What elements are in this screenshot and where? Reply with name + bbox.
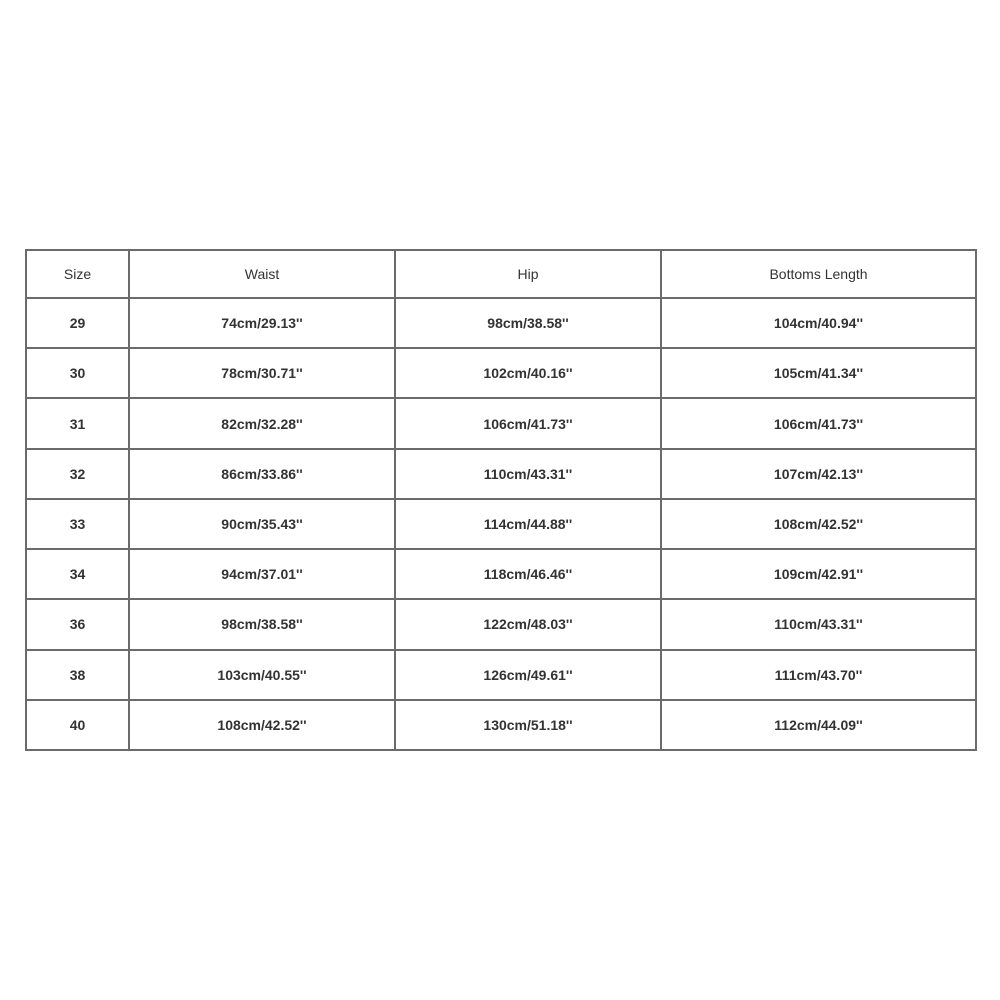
table-row: [26, 499, 976, 549]
cell-bottoms-length: 109cm/42.91'': [661, 549, 976, 599]
cell-waist: 108cm/42.52'': [129, 700, 395, 750]
table-row: [26, 599, 976, 649]
cell-hip: 114cm/44.88'': [395, 499, 661, 549]
cell-hip: 126cm/49.61'': [395, 650, 661, 700]
cell-bottoms-length: 111cm/43.70'': [661, 650, 976, 700]
cell-size: 30: [26, 348, 129, 398]
cell-size: 33: [26, 499, 129, 549]
size-chart-table: [25, 249, 977, 751]
header-size: Size: [26, 250, 129, 298]
header-row: [26, 250, 976, 298]
cell-waist: 82cm/32.28'': [129, 398, 395, 448]
table-row: [26, 549, 976, 599]
header-waist: Waist: [129, 250, 395, 298]
cell-waist: 74cm/29.13'': [129, 298, 395, 348]
cell-waist: 90cm/35.43'': [129, 499, 395, 549]
cell-size: 29: [26, 298, 129, 348]
cell-waist: 86cm/33.86'': [129, 449, 395, 499]
cell-hip: 102cm/40.16'': [395, 348, 661, 398]
cell-waist: 98cm/38.58'': [129, 599, 395, 649]
cell-hip: 110cm/43.31'': [395, 449, 661, 499]
cell-size: 34: [26, 549, 129, 599]
cell-bottoms-length: 112cm/44.09'': [661, 700, 976, 750]
cell-hip: 118cm/46.46'': [395, 549, 661, 599]
table-row: [26, 650, 976, 700]
cell-size: 40: [26, 700, 129, 750]
cell-bottoms-length: 107cm/42.13'': [661, 449, 976, 499]
cell-hip: 130cm/51.18'': [395, 700, 661, 750]
table-row: [26, 449, 976, 499]
cell-size: 38: [26, 650, 129, 700]
cell-waist: 78cm/30.71'': [129, 348, 395, 398]
cell-hip: 98cm/38.58'': [395, 298, 661, 348]
cell-waist: 103cm/40.55'': [129, 650, 395, 700]
cell-size: 36: [26, 599, 129, 649]
table-row: [26, 398, 976, 448]
cell-bottoms-length: 110cm/43.31'': [661, 599, 976, 649]
table-row: [26, 348, 976, 398]
table-row: [26, 700, 976, 750]
cell-bottoms-length: 106cm/41.73'': [661, 398, 976, 448]
cell-size: 32: [26, 449, 129, 499]
header-bottoms-length: Bottoms Length: [661, 250, 976, 298]
cell-hip: 106cm/41.73'': [395, 398, 661, 448]
cell-bottoms-length: 108cm/42.52'': [661, 499, 976, 549]
cell-waist: 94cm/37.01'': [129, 549, 395, 599]
cell-hip: 122cm/48.03'': [395, 599, 661, 649]
cell-size: 31: [26, 398, 129, 448]
header-hip: Hip: [395, 250, 661, 298]
cell-bottoms-length: 104cm/40.94'': [661, 298, 976, 348]
table-row: [26, 298, 976, 348]
cell-bottoms-length: 105cm/41.34'': [661, 348, 976, 398]
